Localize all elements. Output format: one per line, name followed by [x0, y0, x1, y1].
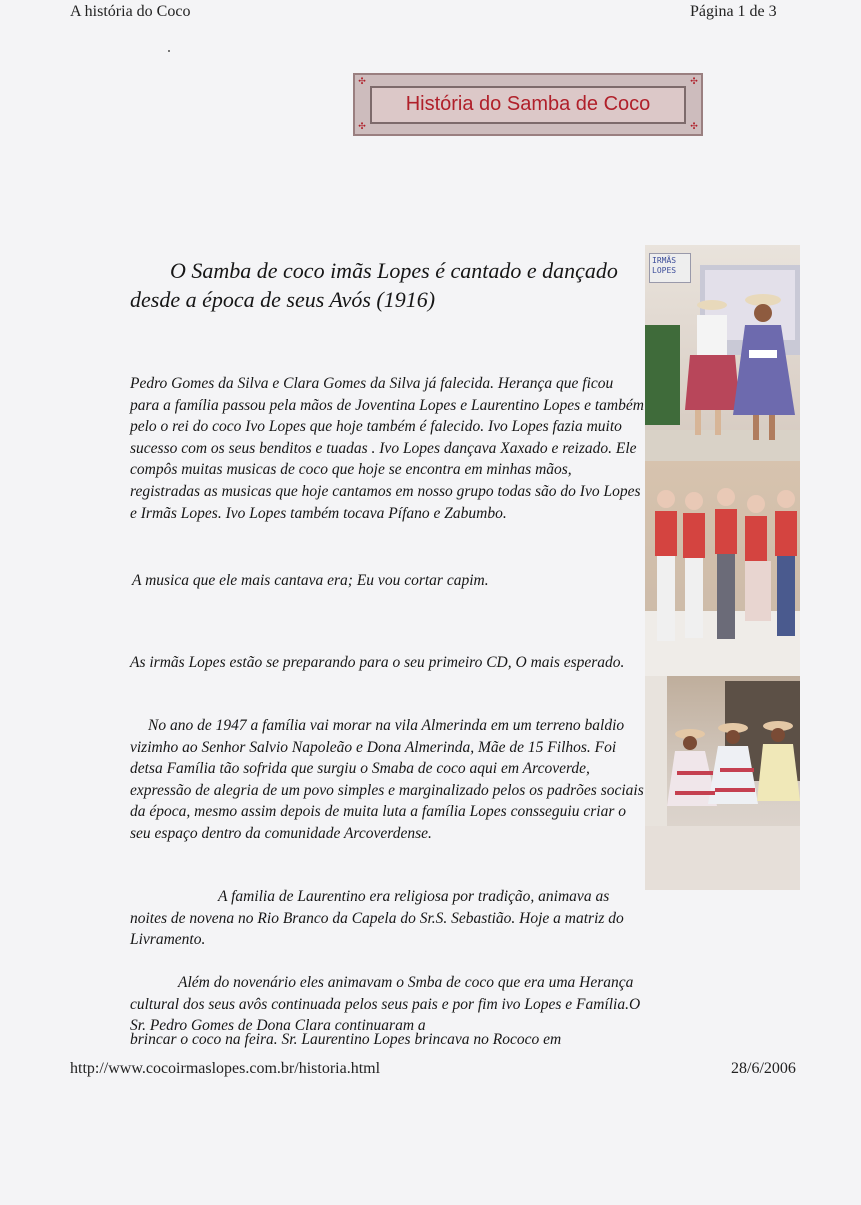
corner-ornament-icon: ✣	[690, 122, 698, 132]
headline-text: O Samba de coco imãs Lopes é cantado e dançado desde a época de seus Avós (1916)	[130, 258, 618, 312]
photo-group-dancers	[645, 461, 800, 676]
paragraph: A musica que ele mais cantava era; Eu vou cortar capim.	[132, 572, 489, 589]
page-number: Página 1 de 3	[690, 3, 777, 20]
title-banner	[353, 73, 703, 136]
photo-scene	[645, 461, 800, 676]
clipped-line	[130, 1031, 645, 1049]
photo-sign-text: IRMÃS LOPES	[649, 253, 691, 283]
banner-title: História do Samba de Coco	[405, 93, 651, 115]
title-banner-inner	[370, 86, 686, 124]
corner-ornament-icon: ✣	[690, 77, 698, 87]
paragraph: Além do novenário eles animavam o Smba de coco que era uma Herança cultural dos seus avôs continuada pelos seus pais e por fim ivo Lopes e Família.O Sr. Pedro Gomes de Dona Clara continuaram a	[130, 974, 641, 1035]
photo-group-sign	[645, 245, 800, 461]
page-header-title: A história do Coco	[70, 3, 191, 20]
paragraph: No ano de 1947 a família vai morar na vila Almerinda em um terreno baldio vizimho ao Senhor Salvio Napoleão e Dona Almerinda, Mãe de 15 Filhos. Foi detsa Família tão sofrida que surgiu o Smaba de coco aqui em Arcoverde, expressão de alegria de um povo simples e marginalizado pelos os padrões sociais da época, mesmo assim depois de muita luta a família Lopes consseguiu criar o seu espaço dentro da comunidade Arcoverdense.	[130, 717, 644, 842]
print-date: 28/6/2006	[731, 1060, 796, 1077]
photo-group-doorway	[645, 676, 800, 890]
clipped-line-text: brincar o coco na feira. Sr. Laurentino Lopes brincava no Rococo em	[130, 1031, 562, 1048]
scan-speck	[168, 50, 170, 52]
corner-ornament-icon: ✣	[358, 77, 366, 87]
paragraph: A familia de Laurentino era religiosa por tradição, animava as noites de novena no Rio Branco da Capela do Sr.S. Sebastião. Hoje a matriz do Livramento.	[130, 888, 624, 949]
source-url: http://www.cocoirmaslopes.com.br/historia.html	[70, 1060, 381, 1077]
photo-scene	[645, 676, 800, 890]
corner-ornament-icon: ✣	[358, 122, 366, 132]
paragraph: As irmãs Lopes estão se preparando para o seu primeiro CD, O mais esperado.	[130, 654, 625, 671]
headline	[130, 256, 640, 314]
paragraph: Pedro Gomes da Silva e Clara Gomes da Silva já falecida. Herança que ficou para a família passou pela mãos de Joventina Lopes e Laurentino Lopes e também pelo o rei do coco Ivo Lopes que hoje também é falecido. Ivo Lopes fazia muito sucesso com os seus benditos e tuadas . Ivo Lopes dançava Xaxado e reizado. Ele compôs muitas musicas de coco que hoje se encontra em minhas mãos, registradas as musicas que hoje cantamos em nosso grupo todas são do Ivo Lopes e Irmãs Lopes. Ivo Lopes também tocava Pífano e Zabumbo.	[130, 375, 644, 522]
